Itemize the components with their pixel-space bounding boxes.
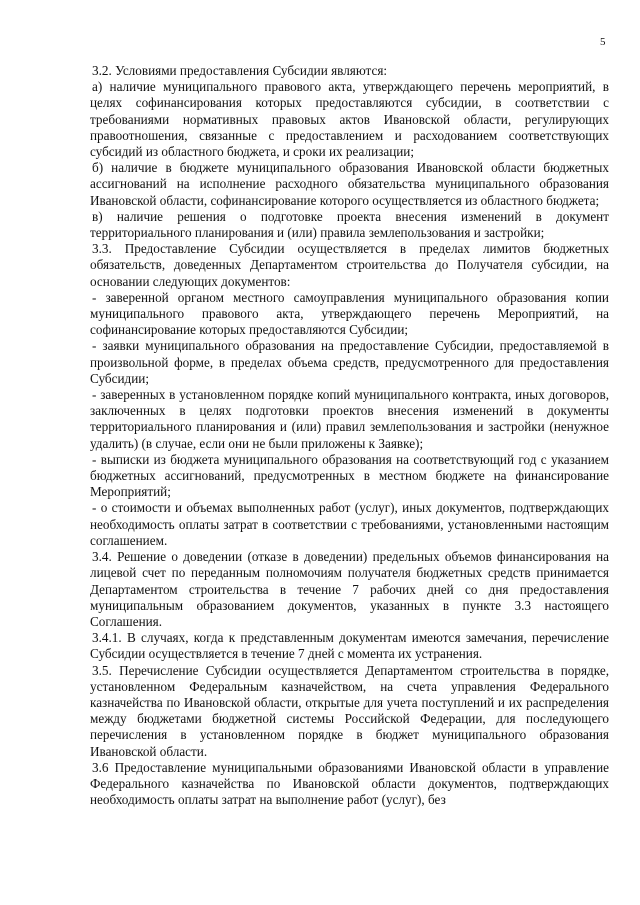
paragraph-3-3-item-3: - заверенных в установленном порядке копий муниципального контракта, иных договоров, заключенных в целях подготовки проектов внесения изменений в документы территориального планирования и (или) правил землепользования и застройки (ненужное удалить) (в случае, если они не были приложены к Заявке); (90, 387, 609, 451)
document-body (90, 63, 609, 808)
paragraph-3-3-item-2: - заявки муниципального образования на предоставление Субсидии, предоставляемой в произвольной форме, в пределах объема средств, предусмотренного для предоставления Субсидии; (90, 338, 609, 386)
paragraph-3-5: 3.5. Перечисление Субсидии осуществляется Департаментом строительства в порядке, установленном Федеральным казначейством, на счета управления Федерального казначейства по Ивановской области, открытые для учета поступлений и их распределения между бюджетами бюджетной системы Российской Федерации, для последующего перечисления в установленном порядке в бюджет муниципального образования Ивановской области. (90, 662, 609, 759)
paragraph-3-6: 3.6 Предоставление муниципальными образованиями Ивановской области в управление Федерального казначейства по Ивановской области документов, подтверждающих необходимость оплаты затрат на выполнение работ (услуг), без (90, 759, 609, 808)
paragraph-3-3-item-1: - заверенной органом местного самоуправления муниципального образования копии муниципального правового акта, утверждающего перечень Мероприятий, на софинансирование которых предоставляются Субсидии; (90, 289, 609, 338)
paragraph-3-3: 3.3. Предоставление Субсидии осуществляется в пределах лимитов бюджетных обязательств, доведенных Департаментом строительства до Получателя субсидии, на основании следующих документов: (90, 241, 609, 289)
paragraph-3-2-heading: 3.2. Условиями предоставления Субсидии являются: (92, 63, 388, 78)
paragraph-3-3-item-4: - выписки из бюджета муниципального образования на соответствующий год с указанием бюджетных ассигнований, предусмотренных в местном бюджете на финансирование Мероприятий; (90, 451, 609, 500)
paragraph-3-3-item-5: - о стоимости и объемах выполненных работ (услуг), иных документов, подтверждающих необходимость оплаты затрат в соответствии с требованиями, установленными настоящим соглашением. (90, 500, 609, 548)
paragraph-3-4: 3.4. Решение о доведении (отказе в доведении) предельных объемов финансирования на лицевой счет по переданным полномочиям получателя бюджетных средств принимается Департаментом строительства в течение 7 рабочих дней со дня предоставления муниципальным образованием документов, указанных в пункте 3.3 настоящего Соглашения. (90, 549, 609, 629)
paragraph-3-2-b: б) наличие в бюджете муниципального образования Ивановской области бюджетных ассигнований на исполнение расходного обязательства муниципального образования Ивановской области, софинансирование которого осуществляется из областного бюджета; (90, 160, 609, 208)
paragraph-3-2-v: в) наличие решения о подготовке проекта внесения изменений в документ территориального планирования и (или) правила землепользования и застройки; (90, 208, 609, 241)
paragraph-3-2-a: а) наличие муниципального правового акта, утверждающего перечень мероприятий, в целях софинансирования которых предоставляются субсидии, в соответствии с требованиями нормативных правовых актов Ивановской области, регулирующих правоотношения, связанные с предоставлением и расходованием соответствующих субсидий из областного бюджета, и сроки их реализации; (90, 79, 609, 160)
page-number: 5 (600, 36, 606, 48)
paragraph-3-4-1: 3.4.1. В случаях, когда к представленным документам имеются замечания, перечисление Субсидии осуществляется в течение 7 дней с момента их устранения. (90, 630, 609, 662)
